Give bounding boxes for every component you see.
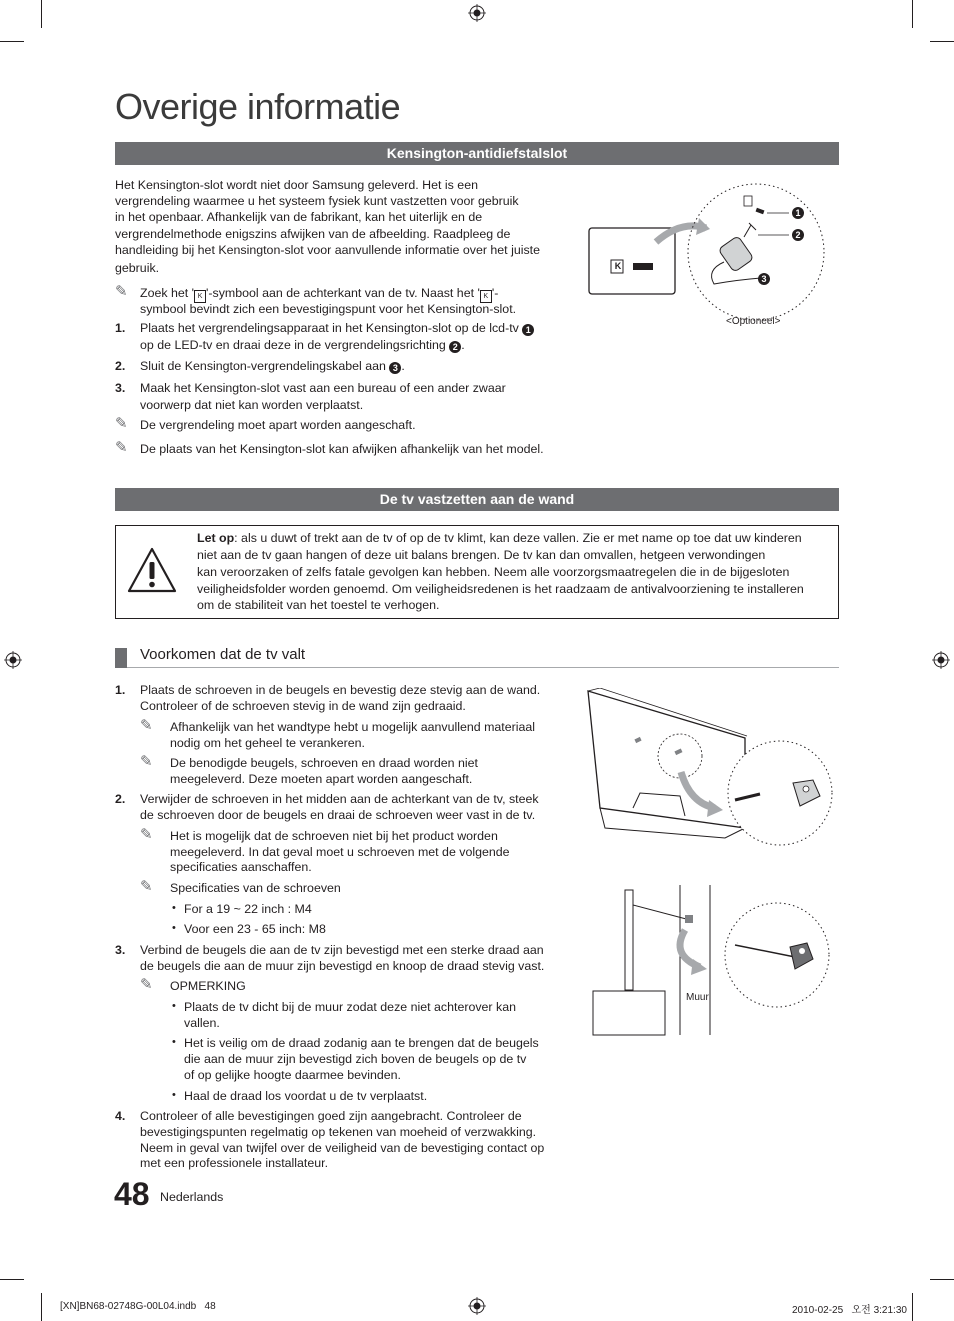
step-number: 4. xyxy=(115,1109,126,1123)
note-line: Afhankelijk van het wandtype hebt u mogelijk aanvullend materiaal xyxy=(170,720,536,734)
figure-caption: <Optioneel> xyxy=(726,316,781,327)
note-line: nodig om het geheel te verankeren. xyxy=(170,736,365,750)
subheading-prevent-fall xyxy=(115,645,839,668)
bullet-text: Het is veilig om de draad zodanig aan te brengen dat de beugels xyxy=(184,1036,539,1050)
note-line: meegeleverd. Deze moeten apart worden aangeschaft. xyxy=(170,772,473,786)
note-text: '- xyxy=(491,286,499,300)
page-language: Nederlands xyxy=(160,1190,224,1204)
note-line: De vergrendeling moet apart worden aangeschaft. xyxy=(140,418,416,432)
wall-label: Muur xyxy=(686,992,709,1003)
kensington-symbol-icon: K xyxy=(194,290,206,303)
note-pencil-icon: ✎ xyxy=(115,415,128,432)
note-pencil-icon: ✎ xyxy=(140,976,153,993)
registration-mark-icon xyxy=(468,1297,486,1315)
bullet: • xyxy=(172,902,176,914)
step-text: . xyxy=(401,359,405,373)
figure-marker-1-icon: 1 xyxy=(792,207,804,219)
crop-mark xyxy=(0,1279,24,1280)
warning-line: veiligheidsfolder worden genoemd. Om veiligheidsredenen is het raadzaam de antivalvoorziening te installeren xyxy=(197,582,804,596)
warning-line: kan veroorzaken of zelfs fatale gevolgen kan hebben. Neem alle voorzorgsmaatregelen die in de bijgesloten xyxy=(197,565,790,579)
bullet: • xyxy=(172,1000,176,1012)
step-text: . xyxy=(461,338,465,352)
step-line: Controleer of de schroeven stevig in de wand zijn gedraaid. xyxy=(140,699,466,713)
step-line: de schroeven door de beugels en draai de schroeven weer vast in de tv. xyxy=(140,808,536,822)
kensington-step-2 xyxy=(140,358,405,374)
step-line: bevestigingspunten regelmatig op tekenen van moeheid of verzwakking. xyxy=(140,1125,537,1139)
note-line: De benodigde beugels, schroeven en draad worden niet xyxy=(170,756,478,770)
warning-line: om de stabiliteit van het toestel te verhogen. xyxy=(197,598,440,612)
intro-line: vergrendelmethode enigszins afwijken van de afbeelding. Raadpleeg de xyxy=(115,227,511,241)
bullet: • xyxy=(172,1036,176,1048)
intro-line: gebruik. xyxy=(115,261,160,275)
bullet: • xyxy=(172,922,176,934)
step-number: 3. xyxy=(115,381,126,395)
subheading-text: Voorkomen dat de tv valt xyxy=(140,646,306,663)
step-number: 1. xyxy=(115,321,126,335)
footer-file: [XN]BN68-02748G-00L04.indb 48 xyxy=(60,1301,216,1312)
crop-mark xyxy=(41,1293,42,1321)
section-heading-wall: De tv vastzetten aan de wand xyxy=(115,488,839,511)
subheading-marker xyxy=(115,648,127,668)
warning-line xyxy=(197,530,802,546)
note-pencil-icon: ✎ xyxy=(140,717,153,734)
note-line: symbool bevindt zich een bevestigingspunt voor het Kensington-slot. xyxy=(140,302,517,316)
intro-line: handleiding bij het Kensington-slot voor aanvullende informatie over het juiste xyxy=(115,243,540,257)
registration-mark-icon xyxy=(4,651,22,669)
crop-mark xyxy=(912,0,913,28)
warning-label: Let op xyxy=(197,531,235,545)
kensington-step-1-cont xyxy=(140,337,465,353)
warning-triangle-icon xyxy=(126,546,178,594)
step-number: 2. xyxy=(115,359,126,373)
figure-k-label: K xyxy=(614,261,622,271)
registration-mark-icon xyxy=(932,651,950,669)
note-line: OPMERKING xyxy=(170,979,246,993)
step-number: 2. xyxy=(115,792,126,806)
crop-mark xyxy=(930,41,954,42)
step-text: Plaats het vergrendelingsapparaat in het Kensington-slot op de lcd-tv xyxy=(140,321,519,335)
tv-wall-illustration xyxy=(585,885,835,1040)
note-line: specificaties aanschaffen. xyxy=(170,860,312,874)
crop-mark xyxy=(930,1279,954,1280)
intro-line: vergrendeling waarmee u het systeem fysiek kunt vastzetten voor gebruik xyxy=(115,194,519,208)
bullet: • xyxy=(172,1089,176,1101)
registration-mark-icon xyxy=(468,4,486,22)
step-line: Plaats de schroeven in de beugels en bevestig deze stevig aan de wand. xyxy=(140,683,541,697)
step-line: Verwijder de schroeven in het midden aan de achterkant van de tv, steek xyxy=(140,792,539,806)
note-text: Zoek het ' xyxy=(140,286,195,300)
note-line: Het is mogelijk dat de schroeven niet bij het product worden xyxy=(170,829,498,843)
kensington-step-1 xyxy=(140,320,534,336)
step-line: Neem in geval van twijfel over de veiligheid van de bevestiging contact op xyxy=(140,1141,545,1155)
bullet-text: vallen. xyxy=(184,1016,220,1030)
note-text: '-symbool aan de achterkant van de tv. Naast het ' xyxy=(206,286,480,300)
warning-box xyxy=(115,525,839,619)
kensington-symbol-icon: K xyxy=(480,290,492,303)
marker-2-icon: 2 xyxy=(449,341,461,353)
bullet-text: of op gelijke hoogte daarmee bevinden. xyxy=(184,1068,401,1082)
footer-date: 2010-02-25 오전 3:21:30 xyxy=(792,1305,907,1316)
figure-marker-3-icon: 3 xyxy=(758,273,770,285)
section-heading-kensington: Kensington-antidiefstalslot xyxy=(115,142,839,165)
tv-back-illustration xyxy=(585,688,835,848)
step-text: Sluit de Kensington-vergrendelingskabel aan xyxy=(140,359,386,373)
note-line: Specificaties van de schroeven xyxy=(170,881,341,895)
bullet-text: Plaats de tv dicht bij de muur zodat deze niet achterover kan xyxy=(184,1000,516,1014)
warning-line: niet aan de tv gaan hangen of deze uit balans brengen. De tv kan dan omvallen, hetgeen verwondingen xyxy=(197,548,766,562)
crop-mark xyxy=(0,41,24,42)
bullet-text: die aan de muur zijn bevestigd zich boven de beugels op de tv xyxy=(184,1052,527,1066)
intro-line: Het Kensington-slot wordt niet door Samsung geleverd. Het is een xyxy=(115,178,478,192)
bullet-text: For a 19 ~ 22 inch : M4 xyxy=(184,902,312,916)
step-line: voorwerp dat niet kan worden verplaatst. xyxy=(140,398,364,412)
note-line: meegeleverd. In dat geval moet u schroeven met de volgende xyxy=(170,845,510,859)
page-number: 48 xyxy=(114,1176,150,1212)
marker-1-icon: 1 xyxy=(522,324,534,336)
kensington-figure xyxy=(586,180,826,330)
step-line: Verbind de beugels die aan de tv zijn bevestigd met een sterke draad aan xyxy=(140,943,544,957)
step-line: Maak het Kensington-slot vast aan een bureau of een ander zwaar xyxy=(140,381,506,395)
step-text: op de LED-tv en draai deze in de vergrendelingsrichting xyxy=(140,338,446,352)
crop-mark xyxy=(41,0,42,28)
kensington-lock-illustration xyxy=(586,180,826,330)
note-pencil-icon: ✎ xyxy=(140,753,153,770)
note-line: De plaats van het Kensington-slot kan afwijken afhankelijk van het model. xyxy=(140,442,544,456)
crop-mark xyxy=(912,1293,913,1321)
warning-text: : als u duwt of trekt aan de tv of op de tv klimt, kan deze vallen. Zie er met name op toe dat uw kinderen xyxy=(234,531,802,545)
figure-marker-2-icon: 2 xyxy=(792,229,804,241)
page-title: Overige informatie xyxy=(115,86,401,127)
step-line: met een professionele installateur. xyxy=(140,1156,329,1170)
note-pencil-icon: ✎ xyxy=(140,826,153,843)
step-number: 1. xyxy=(115,683,126,697)
marker-3-icon: 3 xyxy=(389,362,401,374)
bullet-text: Haal de draad los voordat u de tv verplaatst. xyxy=(184,1089,428,1103)
step-line: de beugels die aan de muur zijn bevestigd en knoop de draad stevig vast. xyxy=(140,959,545,973)
note-pencil-icon: ✎ xyxy=(115,439,128,456)
note-pencil-icon: ✎ xyxy=(115,283,128,300)
note-pencil-icon: ✎ xyxy=(140,878,153,895)
step-number: 3. xyxy=(115,943,126,957)
step-line: Controleer of alle bevestigingen goed zijn aangebracht. Controleer de xyxy=(140,1109,522,1123)
intro-line: in het openbaar. Afhankelijk van de fabrikant, kan het uiterlijk en de xyxy=(115,210,483,224)
bullet-text: Voor een 23 - 65 inch: M8 xyxy=(184,922,326,936)
